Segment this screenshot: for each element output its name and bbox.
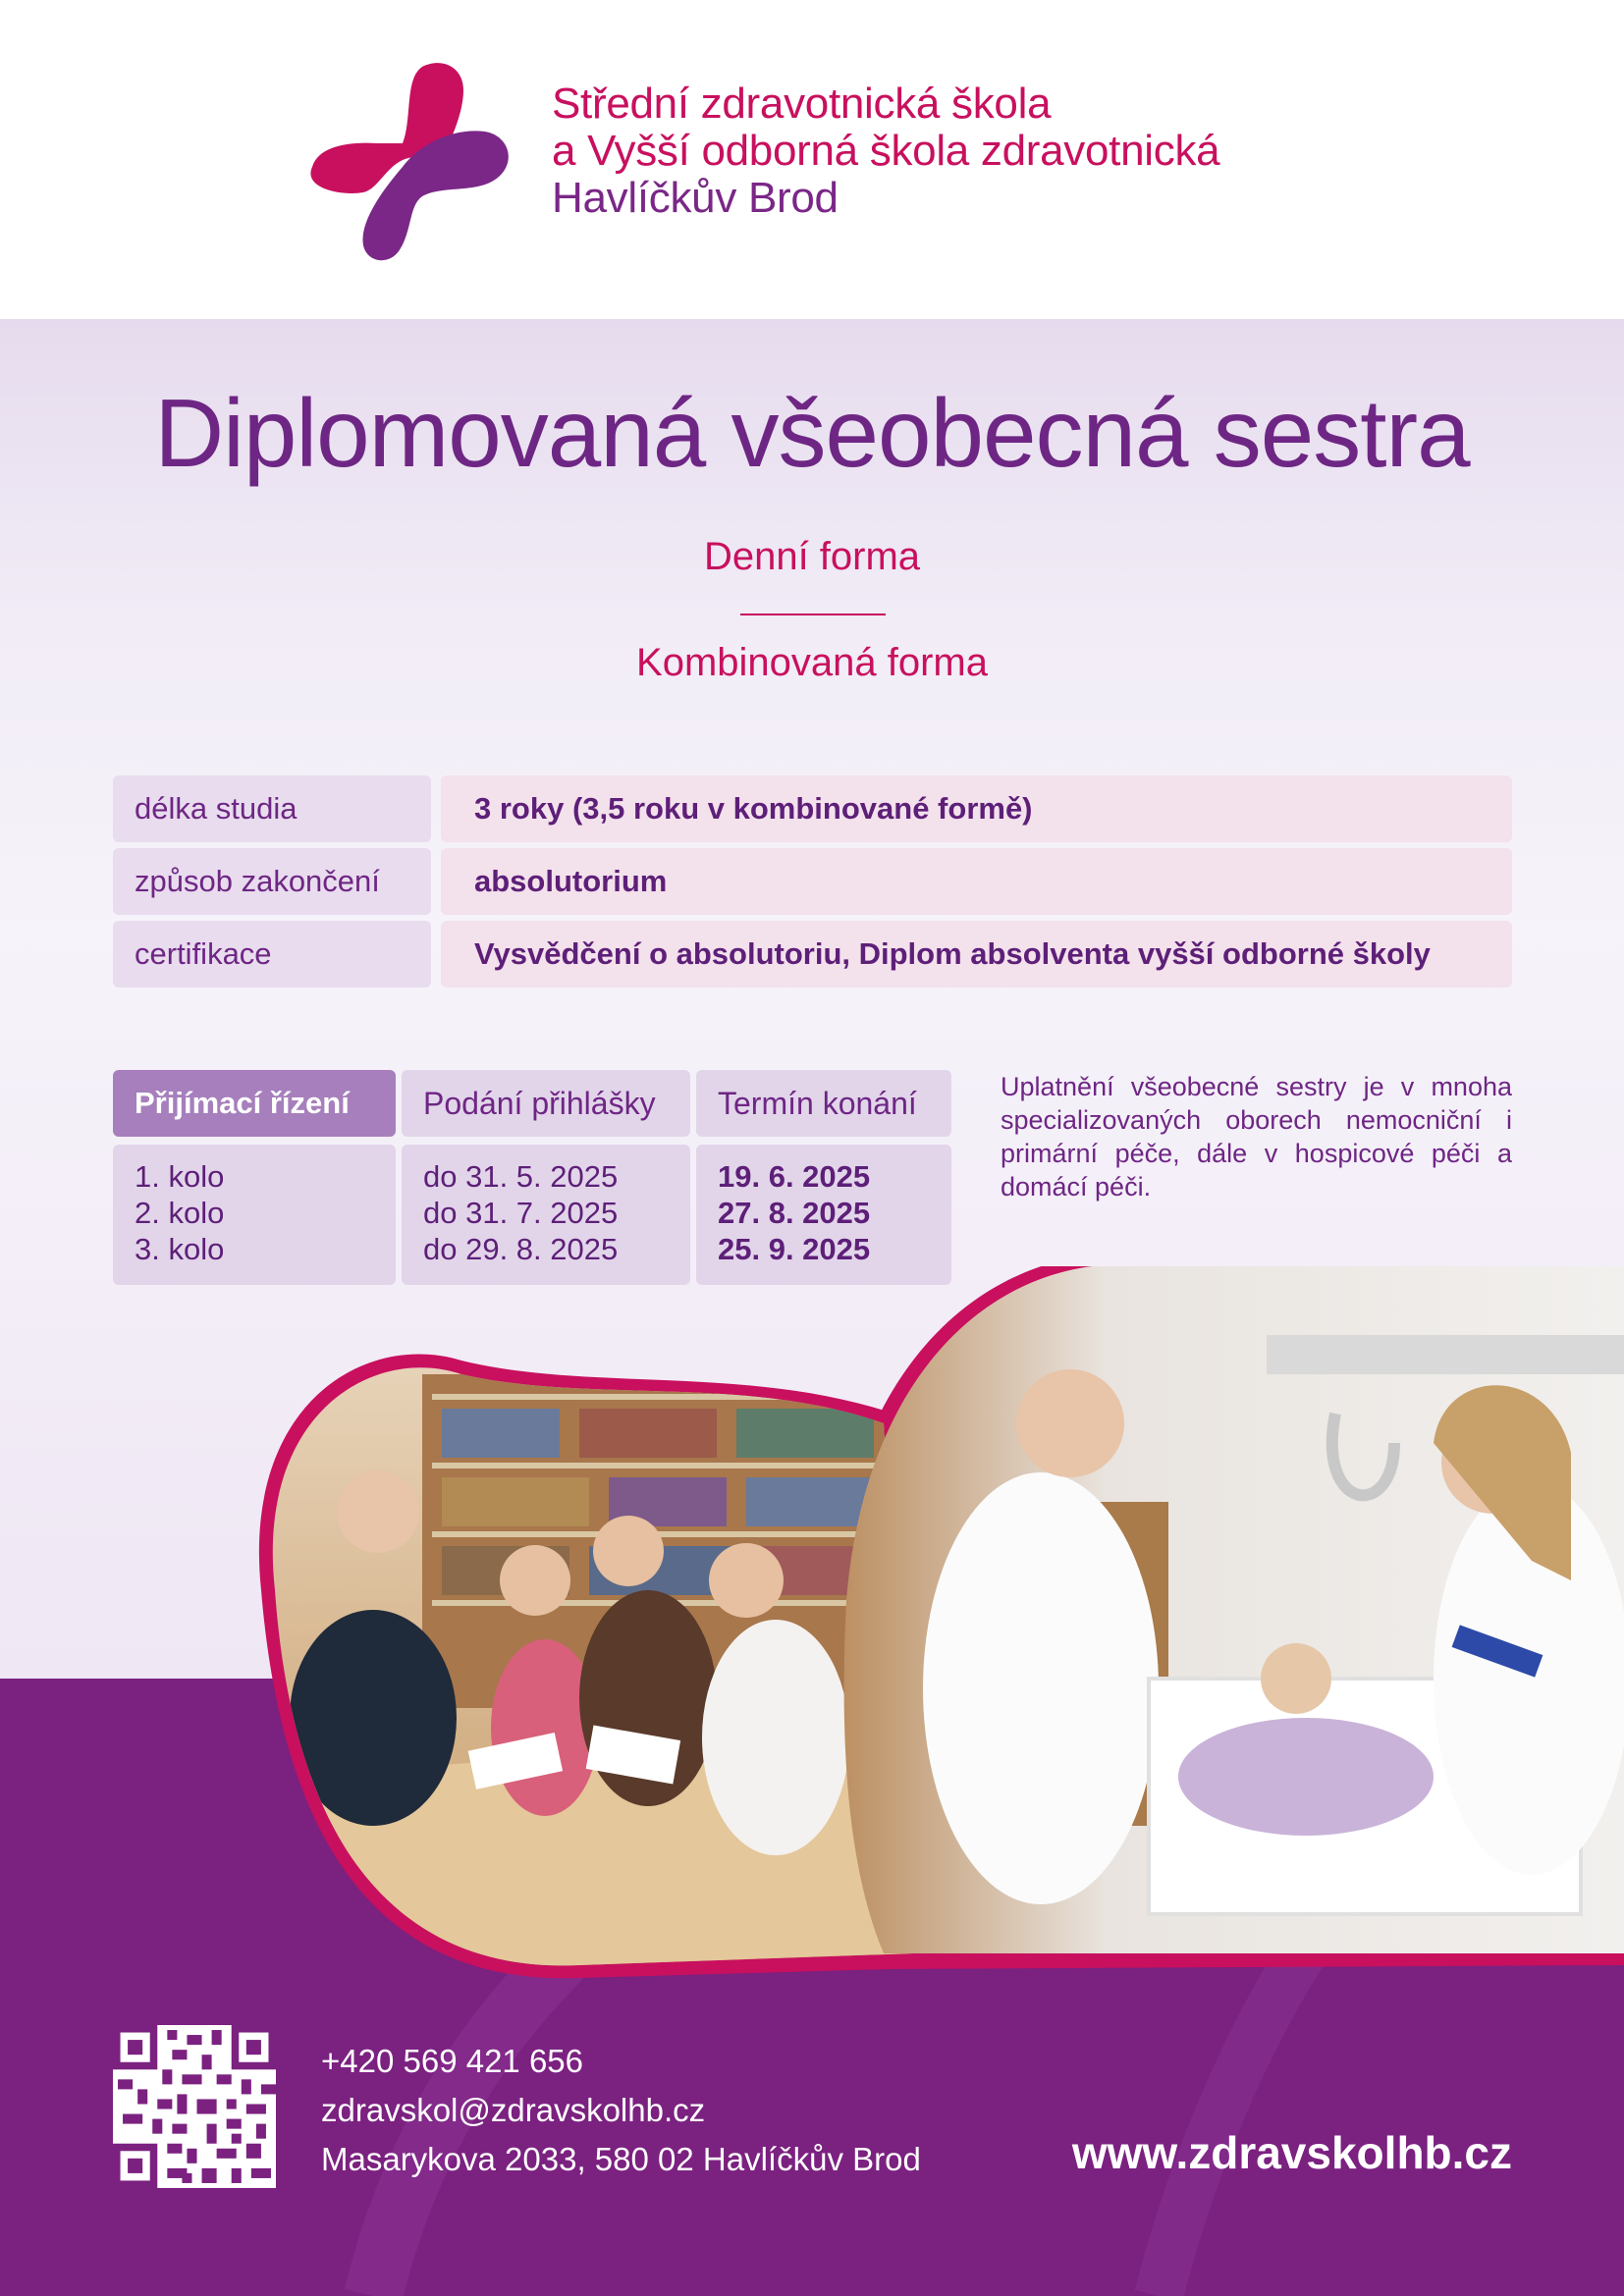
info-row	[113, 921, 1512, 988]
school-logo-icon	[306, 59, 511, 261]
info-label: certifikace	[113, 921, 431, 988]
date-header: Termín konání	[696, 1070, 951, 1137]
divider	[740, 614, 886, 615]
admission-deadlines	[402, 1145, 690, 1285]
round-label: 2. kolo	[135, 1196, 225, 1230]
email-link[interactable]: zdravskol@zdravskolhb.cz	[321, 2092, 706, 2128]
header	[0, 0, 1624, 319]
qr-code-icon[interactable]	[113, 2025, 276, 2188]
info-value: Vysvědčení o absolutoriu, Diplom absolventa vyšší odborné školy	[441, 921, 1512, 988]
school-name-line1: Střední zdravotnická škola	[552, 80, 1052, 128]
deadline-header: Podání přihlášky	[402, 1070, 690, 1137]
deadline-value: do 31. 5. 2025	[423, 1159, 619, 1194]
deadline-value: do 31. 7. 2025	[423, 1196, 619, 1230]
date-value: 25. 9. 2025	[718, 1232, 871, 1266]
study-form-day: Denní forma	[703, 535, 921, 578]
admission-rounds	[113, 1145, 396, 1285]
info-row	[113, 775, 1512, 842]
info-label: způsob zakončení	[113, 848, 431, 915]
career-description: Uplatnění všeobecné sestry je v mnoha specializovaných oborech nemocniční i primární péče, dále v hospicové péči a domácí péči.	[1001, 1072, 1512, 1201]
info-value: 3 roky (3,5 roku v kombinované formě)	[441, 775, 1512, 842]
school-name	[552, 80, 1219, 222]
info-row	[113, 848, 1512, 915]
admission-header: Přijímací řízení	[113, 1070, 396, 1137]
address-text: Masarykova 2033, 580 02 Havlíčkův Brod	[321, 2141, 921, 2177]
info-label: délka studia	[113, 775, 431, 842]
school-name-line3: Havlíčkův Brod	[552, 174, 839, 222]
date-value: 27. 8. 2025	[718, 1196, 871, 1230]
photo-collage	[0, 1266, 1624, 1993]
admission-dates	[696, 1145, 951, 1285]
page-title: Diplomovaná všeobecná sestra	[154, 379, 1470, 487]
photo-collage-icon	[0, 1266, 1624, 1993]
round-label: 3. kolo	[135, 1232, 225, 1266]
info-value: absolutorium	[441, 848, 1512, 915]
study-form-combined: Kombinovaná forma	[636, 641, 988, 684]
phone-link[interactable]: +420 569 421 656	[321, 2043, 584, 2079]
date-value: 19. 6. 2025	[718, 1159, 871, 1194]
school-name-line2: a Vyšší odborná škola zdravotnická	[552, 127, 1220, 175]
round-label: 1. kolo	[135, 1159, 225, 1194]
deadline-value: do 29. 8. 2025	[423, 1232, 619, 1266]
website-link[interactable]: www.zdravskolhb.cz	[1071, 2127, 1512, 2178]
contact-block	[321, 2037, 921, 2184]
